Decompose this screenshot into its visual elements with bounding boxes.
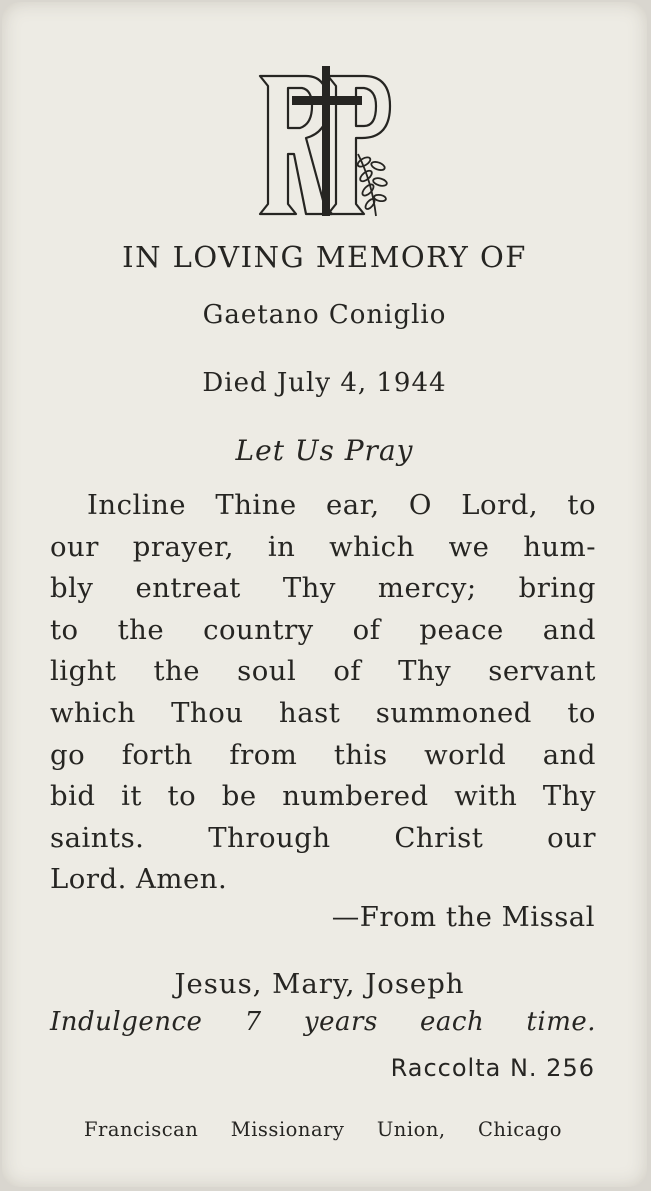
raccolta-number: Raccolta N. 256: [390, 1054, 595, 1082]
prayer-source: —From the Missal: [331, 901, 595, 933]
memorial-heading: IN LOVING MEMORY OF: [122, 240, 527, 274]
invocation: Jesus, Mary, Joseph: [174, 968, 465, 1000]
prayer-text: [50, 485, 596, 901]
prayer-line: saints. Through Christ our: [50, 821, 596, 854]
prayer-line: Lord. Amen.: [50, 863, 228, 896]
prayer-line: to the country of peace and: [50, 613, 596, 646]
prayer-line: Incline Thine ear, O Lord, to: [87, 489, 596, 521]
prayer-title: Let Us Pray: [235, 434, 414, 467]
death-date: Died July 4, 1944: [202, 368, 447, 398]
indulgence-note: Indulgence 7 years each time.: [50, 1007, 596, 1037]
prayer-line: go forth from this world and: [50, 738, 596, 771]
deceased-name: Gaetano Coniglio: [202, 300, 447, 330]
prayer-line: bly entreat Thy mercy; bring: [50, 572, 596, 605]
memorial-card: [2, 2, 647, 1187]
prayer-line: our prayer, in which we hum-: [50, 530, 596, 563]
prayer-line: bid it to be numbered with Thy: [50, 780, 596, 813]
prayer-line: which Thou hast summoned to: [50, 696, 596, 729]
publisher-credit: Franciscan Missionary Union, Chicago: [84, 1118, 562, 1141]
prayer-line: light the soul of Thy servant: [50, 655, 596, 688]
rip-monogram-cross-icon: [254, 62, 400, 222]
